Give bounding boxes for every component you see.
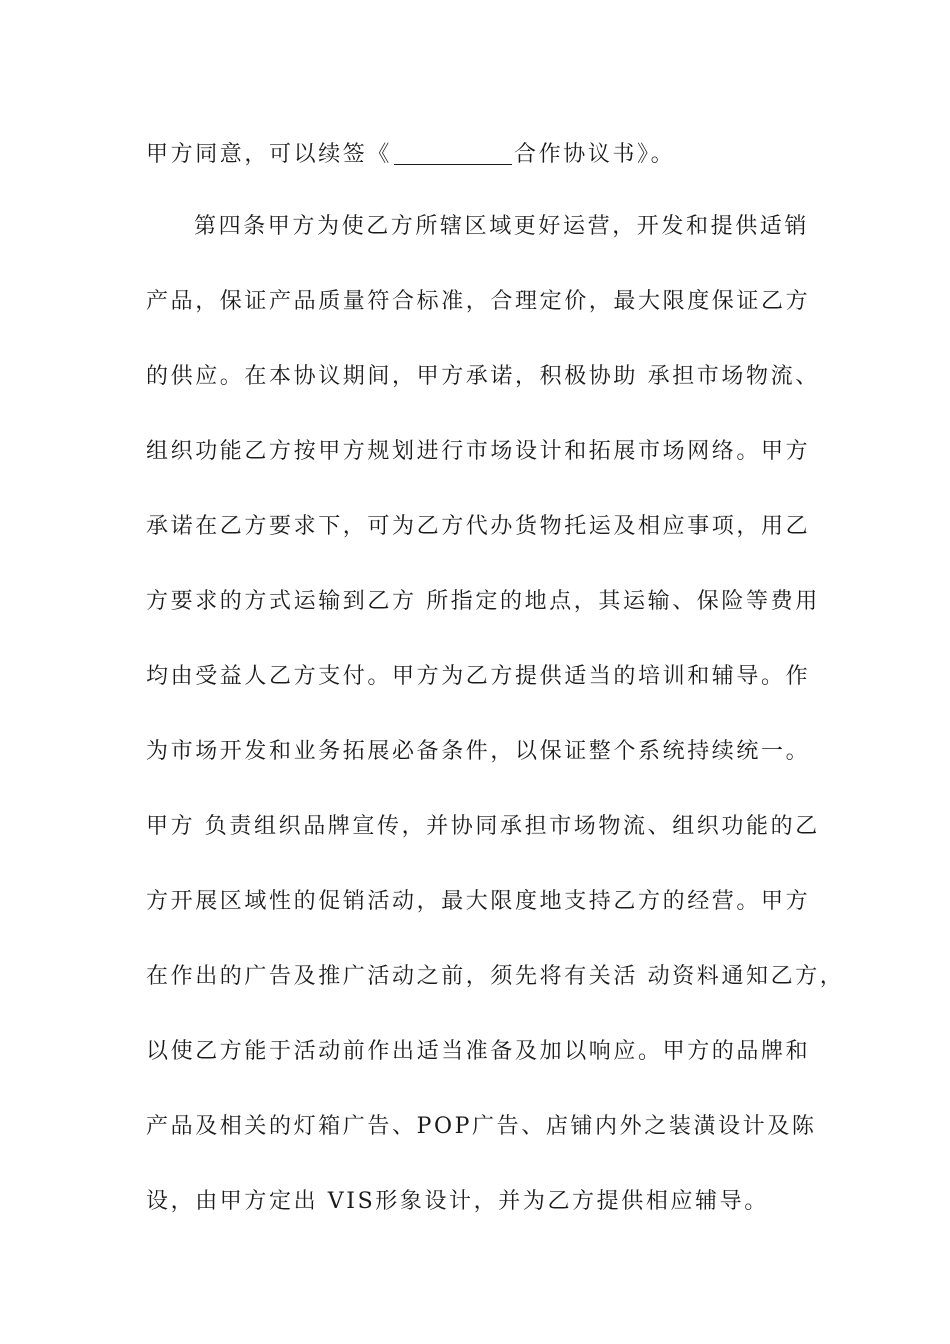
text-line-13: 以使乙方能于活动前作出适当准备及加以响应。甲方的品牌和: [146, 1039, 811, 1064]
text-line-15: 设，由甲方定出 VIS形象设计，并为乙方提供相应辅导。: [146, 1189, 769, 1214]
blank-field: [394, 142, 512, 165]
text-line-8: 均由受益人乙方支付。甲方为乙方提供适当的培训和辅导。作: [146, 664, 811, 689]
text-fragment: 合作协议书》。: [514, 142, 676, 167]
text-line-6: 承诺在乙方要求下，可为乙方代办货物托运及相应事项，用乙: [146, 514, 811, 539]
text-line-9: 为市场开发和业务拓展必备条件，以保证整个系统持续统一。: [146, 739, 811, 764]
text-line-1: [146, 140, 826, 170]
text-line-12: 在作出的广告及推广活动之前，须先将有关活 动资料通知乙方，: [146, 964, 845, 989]
text-line-4: 的供应。在本协议期间，甲方承诺，积极协助 承担市场物流、: [146, 364, 820, 389]
text-line-10: 甲方 负责组织品牌宣传，并协同承担市场物流、组织功能的乙: [146, 814, 820, 839]
text-line-3: 产品，保证产品质量符合标准，合理定价，最大限度保证乙方: [146, 289, 811, 314]
text-line-2: 第四条甲方为使乙方所辖区域更好运营，开发和提供适销: [194, 214, 810, 239]
text-fragment: 甲方同意，可以续签《: [146, 142, 393, 167]
text-line-7: 方要求的方式运输到乙方 所指定的地点，其运输、保险等费用: [146, 589, 820, 614]
text-line-14: 产品及相关的灯箱广告、POP广告、店铺内外之装潢设计及陈: [146, 1114, 817, 1139]
text-line-5: 组织功能乙方按甲方规划进行市场设计和拓展市场网络。甲方: [146, 439, 811, 464]
text-line-11: 方开展区域性的促销活动，最大限度地支持乙方的经营。甲方: [146, 889, 811, 914]
